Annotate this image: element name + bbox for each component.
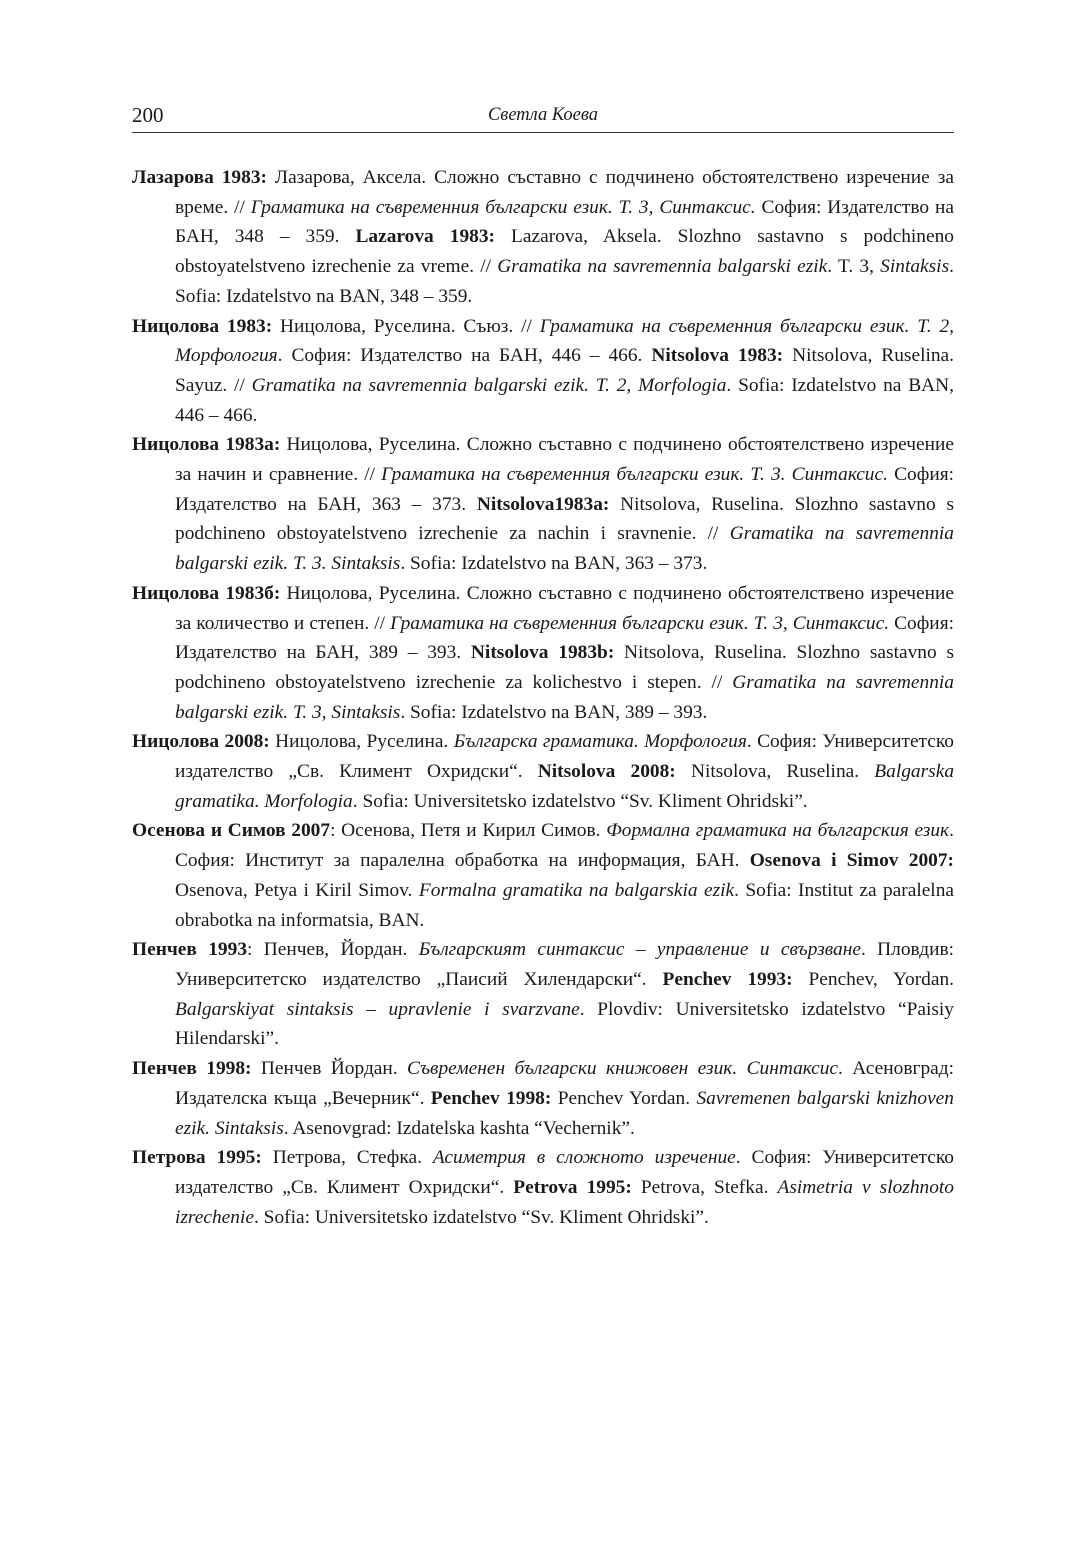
bibliography-entry-nitsolova-1983a: Ницолова 1983а: Ницолова, Руселина. Сложно съставно с подчинено обстоятелствено изречение за начин и сравнение. // Граматика на съвременния български език. Т. 3. Синтаксис. София: Издателство на БАН, 363 – 373. Nitsolova1983a: Nitsolova, Ruselina. Slozhno sastavno s podchineno obstoyatelstveno izrechenie za nachin i sravnenie. // Gramatika na savremennia balgarski ezik. T. 3. Sintaksis. Sofia: Izdatelstvo na BAN, 363 – 373. (132, 434, 955, 575)
entry-key-bg: Лазарова 1983: (132, 167, 267, 188)
entry-title-latin: Gramatika na savremennia balgarski ezik. T. 3. Sintaksis (175, 523, 954, 575)
entry-title-latin: Gramatika na savremennia balgarski ezik (497, 256, 828, 278)
entry-title-latin: Asimetria v slozhnoto izrechenie (175, 1176, 954, 1228)
bibliography-entry-lazarova-1983: Лазарова 1983: Лазарова, Аксела. Сложно съставно с подчинено обстоятелствено изречение за време. // Граматика на съвременния български език. Т. 3, Синтаксис. София: Издателство на БАН, 348 – 359. Lazarova 1983: Lazarova, Aksela. Slozhno sastavno s podchineno obstoyatelstveno izrechenie za vreme. // Gramatika na savremennia balgarski ezik. T. 3, Sintaksis. Sofia: Izdatelstvo na BAN, 348 – 359. (132, 167, 955, 307)
entry-key-latin: Nitsolova 1983b: (470, 642, 615, 664)
entry-key-latin: Petrova 1995: (513, 1176, 632, 1198)
entry-key-latin: Lazarova 1983: (355, 226, 496, 248)
entry-title-bg: Формална граматика на българския език (606, 820, 950, 842)
bibliography-entry-petrova-1995: Петрова 1995: Петрова, Стефка. Асиметрия в сложното изречение. София: Университетско издателство „Св. Климент Охридски“. Petrova 1995: Petrova, Stefka. Asimetria v slozhnoto izrechenie. Sofia: Universitetsko izdatelstvo “Sv. Kliment Ohridski”. (132, 1147, 955, 1228)
entry-key-bg: Ницолова 1983: (132, 315, 273, 337)
entry-title-latin: Formalna gramatika na balgarskia ezik (418, 879, 735, 901)
entry-key-latin: Nitsolova 1983: (651, 345, 784, 367)
entry-title-latin: Gramatika na savremennia balgarski ezik. T. 3, Sintaksis (175, 671, 954, 723)
bibliography-entry-osenova-simov-2007: Осенова и Симов 2007: Осенова, Петя и Кирил Симов. Формална граматика на българския език. София: Институт за паралелна обработка на информация, БАН. Osenova i Simov 2007: Osenova, Petya i Kiril Simov. Formalna gramatika na balgarskia ezik. Sofia: Institut za paralelna obrabotka na informatsia, BAN. (132, 820, 954, 931)
entry-key-latin: Penchev 1993: (662, 968, 793, 990)
entry-key-bg: Пенчев 1993 (132, 939, 248, 961)
entry-key-latin: Osenova i Simov 2007: (749, 850, 954, 872)
bibliography-entry-penchev-1993: Пенчев 1993: Пенчев, Йордан. Българският синтаксис – управление и свързване. Пловдив: Университетско издателство „Паисий Хилендарски“. Penchev 1993: Penchev, Yordan. Balgarskiyat sintaksis – upravlenie i svarzvane. Plovdiv: Universitetsko izdatelstvo “Paisiy Hilendarski”. (132, 939, 955, 1050)
running-title: Светла Коева (487, 105, 599, 125)
bibliography-entry-nitsolova-1983: Ницолова 1983: Ницолова, Руселина. Съюз. // Граматика на съвременния български език. Т. 2, Морфология. София: Издателство на БАН, 446 – 466. Nitsolova 1983: Nitsolova, Ruselina. Sayuz. // Gramatika na savremennia balgarski ezik. T. 2, Morfologia. Sofia: Izdatelstvo na BAN, 446 – 466. (132, 315, 955, 426)
entry-key-latin: Penchev 1998: (430, 1087, 552, 1109)
entry-title-bg: Съвременен български книжовен език. Синтаксис (407, 1058, 839, 1080)
entry-key-latin: Nitsolova 2008: (537, 761, 676, 783)
entry-key-bg: Пенчев 1998: (132, 1058, 252, 1080)
bibliography-entry-nitsolova-2008: Ницолова 2008: Ницолова, Руселина. Българска граматика. Морфология. София: Университетско издателство „Св. Климент Охридски“. Nitsolova 2008: Nitsolova, Ruselina. Balgarska gramatika. Morfologia. Sofia: Universitetsko izdatelstvo “Sv. Kliment Ohridski”. (132, 731, 955, 812)
entry-key-bg: Петрова 1995: (132, 1147, 262, 1169)
entry-key-bg: Ницолова 1983б: (132, 582, 281, 604)
entry-title-bg: Граматика на съвременния български език. Т. 3. Синтаксис. (381, 464, 888, 486)
page-header (132, 102, 954, 133)
entry-title-bg: Граматика на съвременния български език. Т. 2, Морфология (175, 315, 955, 367)
entry-title-latin: Balgarska gramatika. Morfologia (175, 761, 955, 812)
entry-key-bg: Осенова и Симов 2007 (132, 820, 331, 842)
entry-title-bg: Асиметрия в сложното изречение (432, 1147, 736, 1169)
entry-title-bg: Българска граматика. Морфология (453, 731, 747, 753)
entry-title-latin: Gramatika na savremennia balgarski ezik. T. 2, Morfologia (251, 374, 727, 396)
entry-title-bg: Граматика на съвременния български език. Т. 3, Синтаксис. (250, 196, 756, 218)
entry-title-bg: Граматика на съвременния български език. Т. 3, Синтаксис. (390, 612, 890, 634)
entry-title-bg: Българският синтаксис – управление и свързване (418, 939, 861, 961)
bibliography-entry-penchev-1998: Пенчев 1998: Пенчев Йордан. Съвременен български книжовен език. Синтаксис. Асеновград: Издателска къща „Вечерник“. Penchev 1998: Penchev Yordan. Savremenen balgarski knizhoven ezik. Sintaksis. Asenovgrad: Izdatelska kashta “Vechernik”. (132, 1058, 954, 1139)
entry-title-latin: Balgarskiyat sintaksis – upravlenie i svarzvane (175, 998, 580, 1020)
entry-key-latin: Nitsolova1983a: (476, 493, 610, 515)
bibliography-list (132, 163, 954, 1232)
entry-key-bg: Ницолова 1983а: (132, 434, 281, 456)
bibliography-entry-nitsolova-1983b: Ницолова 1983б: Ницолова, Руселина. Сложно съставно с подчинено обстоятелствено изречение за количество и степен. // Граматика на съвременния български език. Т. 3, Синтаксис. София: Издателство на БАН, 389 – 393. Nitsolova 1983b: Nitsolova, Ruselina. Slozhno sastavno s podchineno obstoyatelstveno izrechenie za kolichestvo i stepen. // Gramatika na savremennia balgarski ezik. T. 3, Sintaksis. Sofia: Izdatelstvo na BAN, 389 – 393. (132, 582, 954, 723)
entry-key-bg: Ницолова 2008: (132, 731, 270, 753)
entry-title-latin: Savremenen balgarski knizhoven ezik. Sintaksis (175, 1087, 954, 1139)
page-number: 200 (132, 103, 164, 127)
